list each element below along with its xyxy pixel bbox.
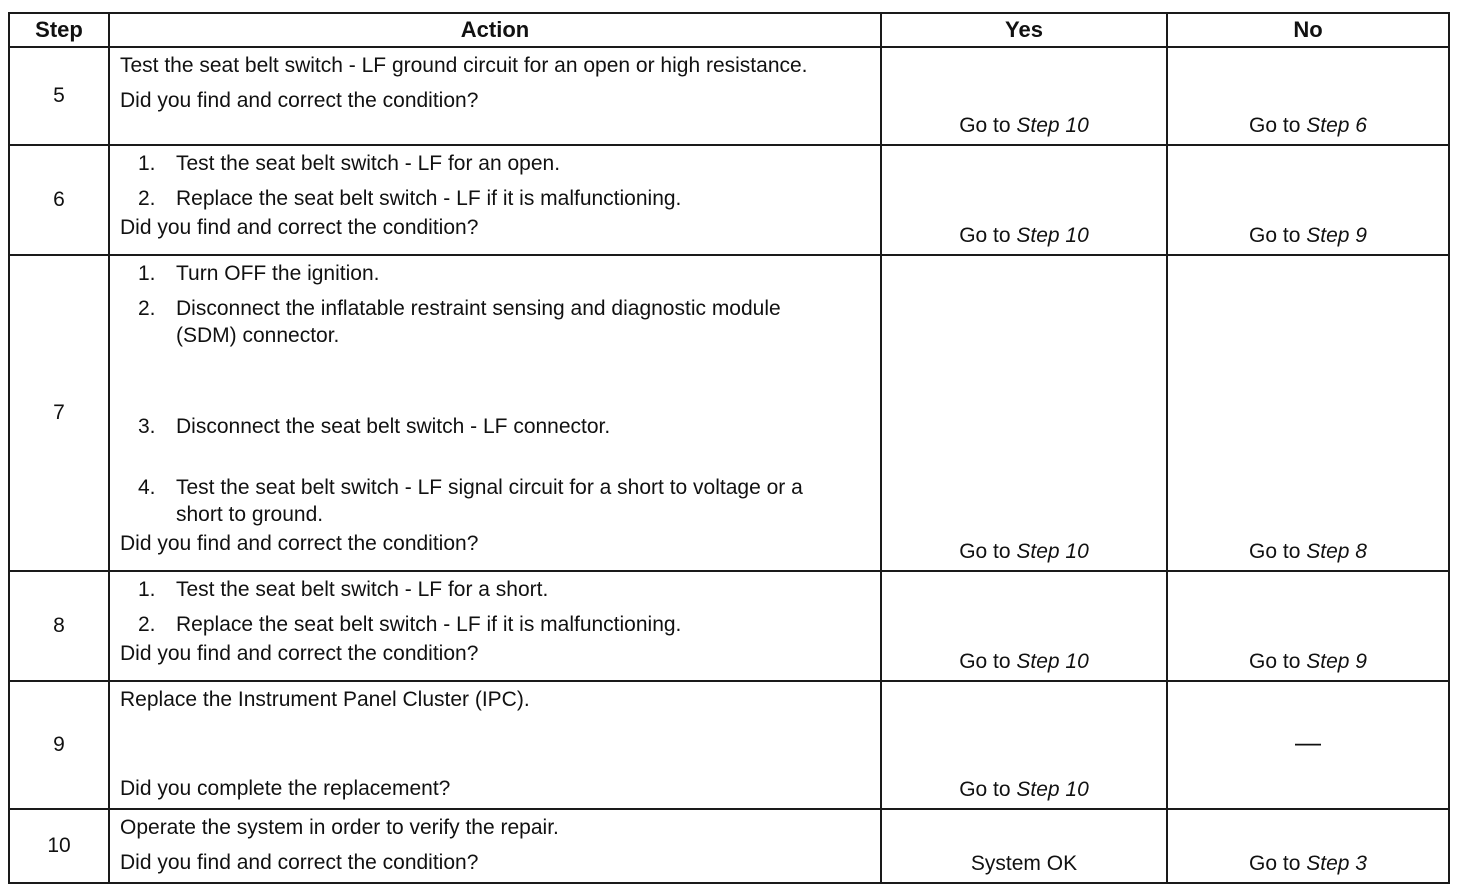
yes-prefix: Go to — [959, 650, 1017, 673]
action-question: Did you find and correct the condition? — [120, 851, 479, 874]
table-row — [9, 681, 1449, 809]
no-prefix: Go to — [1249, 114, 1307, 137]
header-no: No — [1167, 13, 1449, 47]
yes-prefix: Go to — [959, 778, 1017, 801]
list-item: 2. Replace the seat belt switch - LF if it is malfunctioning. — [138, 187, 682, 210]
step-number: 10 — [9, 809, 109, 883]
no-step-link[interactable]: Step 9 — [1306, 650, 1367, 673]
yes-step-link[interactable]: Step 10 — [1016, 224, 1089, 247]
action-steps-list — [120, 150, 870, 212]
action-cell — [109, 809, 881, 883]
list-item: 1. Turn OFF the ignition. — [138, 262, 380, 285]
action-question: Did you find and correct the condition? — [120, 642, 479, 665]
action-text: Operate the system in order to verify the repair. — [120, 816, 559, 839]
step-number: 5 — [9, 47, 109, 145]
table-row — [9, 255, 1449, 571]
header-row — [9, 13, 1449, 47]
table-row — [9, 47, 1449, 145]
no-prefix: Go to — [1249, 852, 1307, 875]
step-number: 8 — [9, 571, 109, 681]
action-text: Test the seat belt switch - LF ground circuit for an open or high resistance. — [120, 54, 808, 77]
header-step: Step — [9, 13, 109, 47]
no-prefix: Go to — [1249, 224, 1307, 247]
step-number: 9 — [9, 681, 109, 809]
yes-step-link[interactable]: Step 10 — [1016, 540, 1089, 563]
no-cell — [1167, 571, 1449, 681]
list-item: 4. Test the seat belt switch - LF signal circuit for a short to voltage or a short to ground. — [138, 476, 803, 526]
action-question: Did you find and correct the condition? — [120, 532, 479, 555]
list-item: 3. Disconnect the seat belt switch - LF connector. — [138, 415, 611, 438]
list-item: 1. Test the seat belt switch - LF for an open. — [138, 152, 561, 175]
action-text: Replace the Instrument Panel Cluster (IPC). — [120, 688, 530, 711]
list-item: 2. Disconnect the inflatable restraint sensing and diagnostic module (SDM) connector. — [138, 297, 781, 347]
list-item: 2. Replace the seat belt switch - LF if it is malfunctioning. — [138, 613, 682, 636]
action-steps-list — [120, 260, 870, 528]
action-cell — [109, 47, 881, 145]
no-step-link[interactable]: Step 6 — [1306, 114, 1367, 137]
no-cell — [1167, 47, 1449, 145]
yes-step-link[interactable]: Step 10 — [1016, 650, 1089, 673]
yes-step-link[interactable]: Step 10 — [1016, 778, 1089, 801]
header-yes: Yes — [881, 13, 1167, 47]
action-cell — [109, 571, 881, 681]
action-question: Did you find and correct the condition? — [120, 216, 479, 239]
action-cell — [109, 145, 881, 255]
step-number: 6 — [9, 145, 109, 255]
table-row — [9, 809, 1449, 883]
yes-step-link[interactable]: Step 10 — [1016, 114, 1089, 137]
action-cell — [109, 681, 881, 809]
table-row — [9, 145, 1449, 255]
no-cell — [1167, 255, 1449, 571]
no-cell — [1167, 809, 1449, 883]
no-step-link[interactable]: Step 8 — [1306, 540, 1367, 563]
yes-cell — [881, 47, 1167, 145]
yes-prefix: Go to — [959, 224, 1017, 247]
yes-cell — [881, 255, 1167, 571]
step-number: 7 — [9, 255, 109, 571]
action-question: Did you find and correct the condition? — [120, 89, 479, 112]
yes-cell — [881, 571, 1167, 681]
yes-prefix: Go to — [959, 540, 1017, 563]
no-prefix: Go to — [1249, 650, 1307, 673]
diagnostic-table — [8, 12, 1450, 884]
action-question: Did you complete the replacement? — [120, 777, 451, 800]
header-action: Action — [109, 13, 881, 47]
yes-prefix: Go to — [959, 114, 1017, 137]
list-item: 1. Test the seat belt switch - LF for a short. — [138, 578, 549, 601]
action-steps-list — [120, 576, 870, 638]
no-step-link[interactable]: Step 9 — [1306, 224, 1367, 247]
no-cell — [1167, 145, 1449, 255]
no-cell-empty: — — [1167, 681, 1449, 809]
table-row — [9, 571, 1449, 681]
yes-cell — [881, 681, 1167, 809]
no-prefix: Go to — [1249, 540, 1307, 563]
no-step-link[interactable]: Step 3 — [1306, 852, 1367, 875]
action-cell — [109, 255, 881, 571]
yes-cell — [881, 145, 1167, 255]
yes-cell: System OK — [881, 809, 1167, 883]
